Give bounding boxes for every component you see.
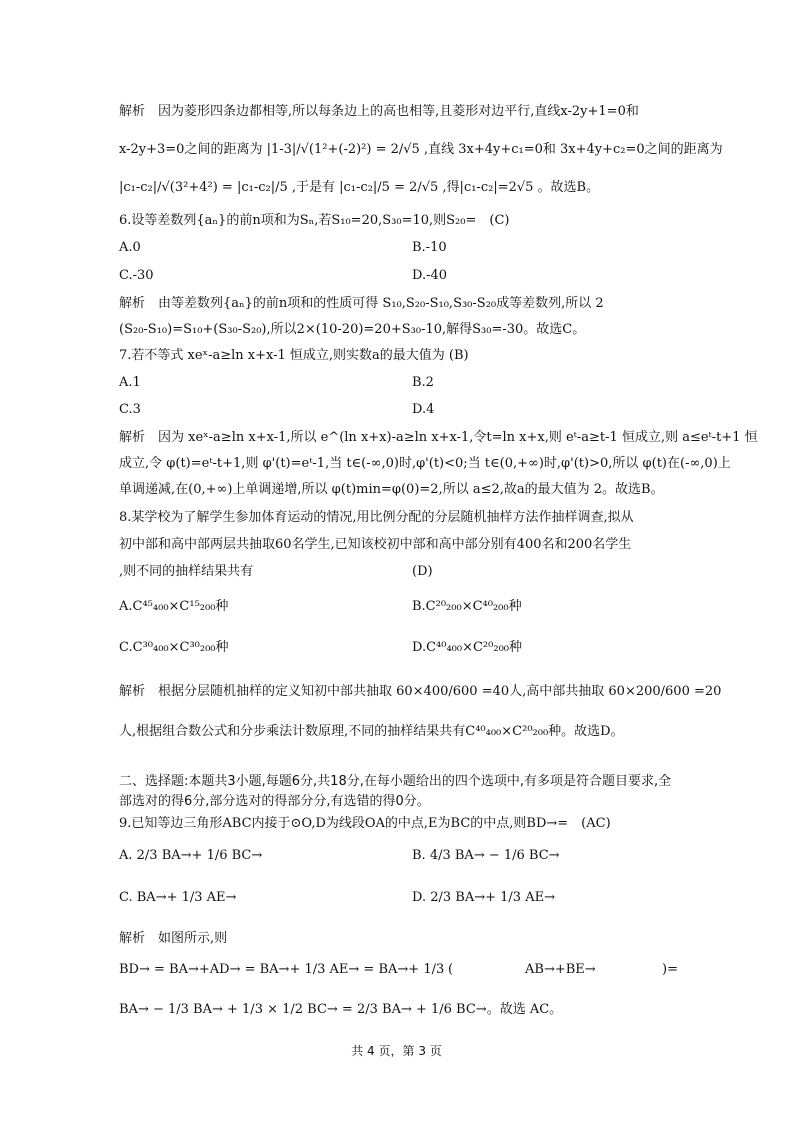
q7-analysis-line-3: 单调递减,在(0,+∞)上单调递增,所以 φ(t)min=φ(0)=2,所以 a≤2,故a的最大值为 2。故选B。 [119,482,664,497]
q5-analysis-line-2: x-2y+3=0之间的距离为 |1-3|/√(1²+(-2)²) = 2/√5 ,直线 3x+4y+c₁=0和 3x+4y+c₂=0之间的距离为 [119,142,723,157]
q8-stem-line-1: 8.某学校为了解学生参加体育运动的情况,用比例分配的分层随机抽样方法作抽样调查,拟从 [119,510,634,525]
q9-analysis-formula-2: BA→ − 1/3 BA→ + 1/3 × 1/2 BC→ = 2/3 BA→ + 1/6 BC→。故选 AC。 [119,1002,563,1017]
q9-option-a: A. 2/3 BA→+ 1/6 BC→ [119,848,263,863]
q8-option-c: C.C³⁰₄₀₀×C³⁰₂₀₀种 [119,640,229,655]
q6-analysis-line-1: 解析 由等差数列{aₙ}的前n项和的性质可得 S₁₀,S₂₀-S₁₀,S₃₀-S₂₀成等差数列,所以 2 [119,296,604,311]
q9-option-d: D. 2/3 BA→+ 1/3 AE→ [412,890,555,905]
q7-option-b: B.2 [412,375,434,390]
q9-analysis-paren-open: ( [448,962,454,977]
q5-analysis-line-1: 解析 因为菱形四条边都相等,所以每条边上的高也相等,且菱形对边平行,直线x-2y+1=0和 [119,104,639,119]
q9-option-c: C. BA→+ 1/3 AE→ [119,890,237,905]
q8-analysis-line-1: 解析 根据分层随机抽样的定义知初中部共抽取 60×400/600 =40人,高中部共抽取 60×200/600 =20 [119,684,722,699]
q9-analysis-vector-sum: AB→+BE→ [525,962,596,977]
q8-stem-line-2: 初中部和高中部两层共抽取60名学生,已知该校初中部和高中部分别有400名和200名学生 [119,537,632,552]
q8-option-b: B.C²⁰₂₀₀×C⁴⁰₂₀₀种 [412,599,522,614]
q8-answer: (D) [412,564,433,579]
q9-option-b: B. 4/3 BA→ − 1/6 BC→ [412,848,560,863]
q7-analysis-line-1: 解析 因为 xeˣ-a≥ln x+x-1,所以 e^(ln x+x)-a≥ln x+x-1,令t=ln x+x,则 eᵗ-a≥t-1 恒成立,则 a≤eᵗ-t+1 恒 [119,430,758,445]
section-2-heading: 二、选择题:本题共3小题,每题6分,共18分,在每小题给出的四个选项中,有多项是符合题目要求,全部选对的得6分,部分选对的得部分分,有选错的得0分。 [119,774,672,809]
q8-option-a: A.C⁴⁵₄₀₀×C¹⁵₂₀₀种 [119,599,229,614]
q7-analysis-line-2: 成立,令 φ(t)=eᵗ-t+1,则 φ'(t)=eᵗ-1,当 t∈(-∞,0)时,φ'(t)<0;当 t∈(0,+∞)时,φ'(t)>0,所以 φ(t)在(-∞,0)上 [119,456,731,471]
q9-analysis-formula-1: BD→ = BA→+AD→ = BA→+ 1/3 AE→ = BA→+ 1/3 [119,962,445,977]
q9-analysis-paren-close: )= [662,962,678,977]
q7-option-d: D.4 [412,402,435,417]
q5-analysis-line-3: |c₁-c₂|/√(3²+4²) = |c₁-c₂|/5 ,于是有 |c₁-c₂|/5 = 2/√5 ,得|c₁-c₂|=2√5 。故选B。 [119,180,600,195]
q6-analysis-line-2: (S₂₀-S₁₀)=S₁₀+(S₃₀-S₂₀),所以2×(10-20)=20+S₃₀-10,解得S₃₀=-30。故选C。 [119,322,586,337]
q7-option-a: A.1 [119,375,141,390]
q6-option-a: A.0 [119,240,141,255]
page-footer: 共 4 页，第 3 页 [351,1044,442,1058]
q8-analysis-line-2: 人,根据组合数公式和分步乘法计数原理,不同的抽样结果共有C⁴⁰₄₀₀×C²⁰₂₀₀种。故选D。 [119,724,624,739]
q9-stem: 9.已知等边三角形ABC内接于⊙O,D为线段OA的中点,E为BC的中点,则BD→= (AC) [119,816,611,831]
q6-option-c: C.-30 [119,268,154,283]
q9-analysis-intro: 解析 如图所示,则 [119,931,228,946]
q8-stem-line-3: ,则不同的抽样结果共有 [119,564,254,579]
q6-option-d: D.-40 [412,268,448,283]
q7-stem: 7.若不等式 xeˣ-a≥ln x+x-1 恒成立,则实数a的最大值为 (B) [119,348,469,363]
q7-option-c: C.3 [119,402,141,417]
q8-option-d: D.C⁴⁰₄₀₀×C²⁰₂₀₀种 [412,640,522,655]
q6-stem: 6.设等差数列{aₙ}的前n项和为Sₙ,若S₁₀=20,S₃₀=10,则S₂₀= (C) [119,213,510,228]
q6-option-b: B.-10 [412,240,447,255]
